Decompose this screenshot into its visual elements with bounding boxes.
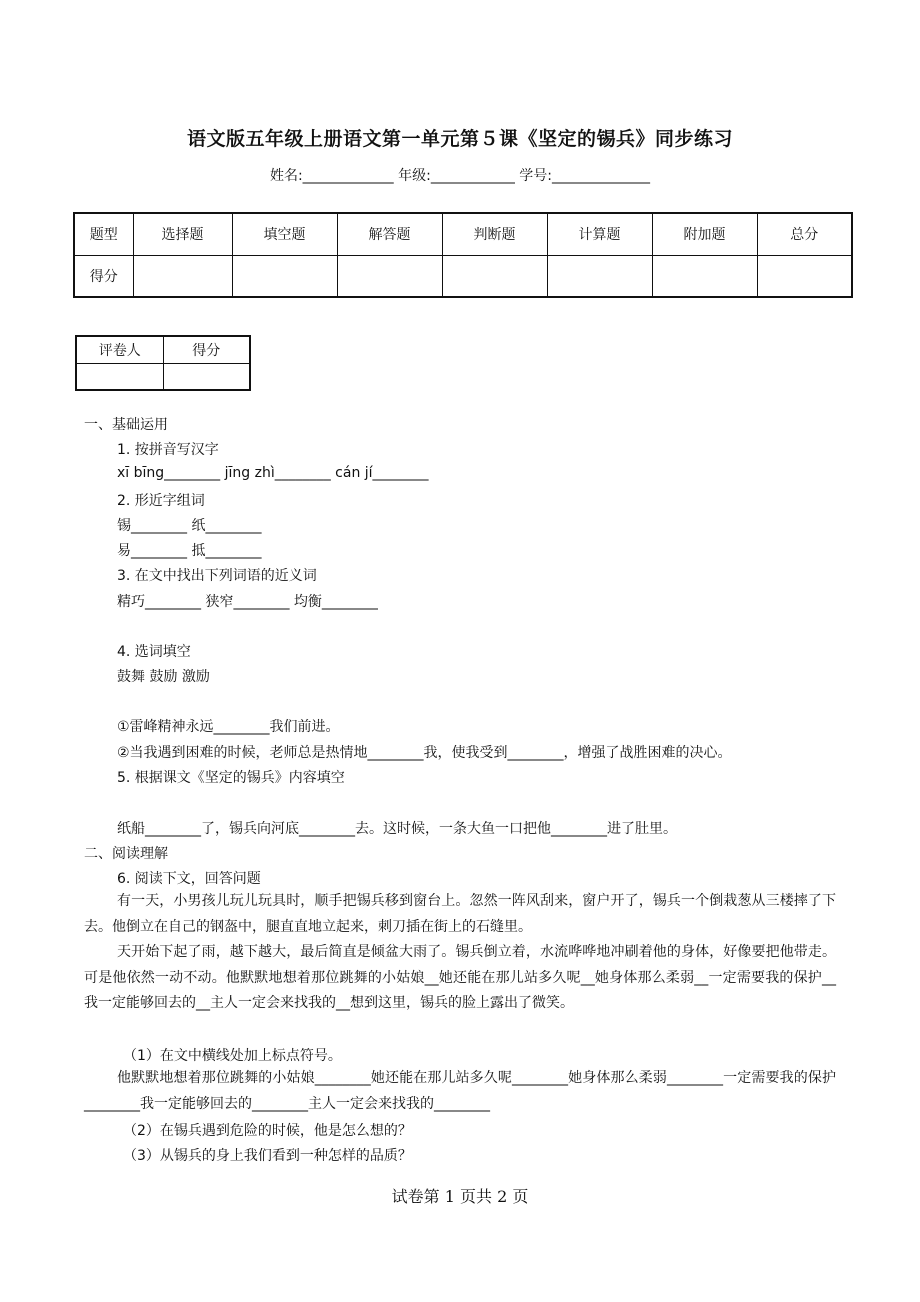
q4-sentence2: ②当我遇到困难的时候，老师总是热情地________我，使我受到________，增强了战胜困难的决心。 [117,745,732,761]
q3-title: 3. 在文中找出下列词语的近义词 [117,568,317,584]
q3-line: 精巧________ 狭窄________ 均衡________ [117,594,378,610]
score-header-cell: 计算题 [547,213,652,255]
q4-title: 4. 选词填空 [117,644,191,660]
passage-paragraph-2: 天开始下起了雨，越下越大，最后简直是倾盆大雨了。锡兵倒立着，水流哗哗地冲刷着他的身体，好像要把他带走。可是他依然一动不动。他默默地想着那位跳舞的小姑娘__她还能在那儿站多久呢__她身体那么柔弱__一定需要我的保护__我一定能够回去的__主人一定会来找我的__想到这里，锡兵的脸上露出了微笑。 [84,944,836,1011]
q4-sentence1: ①雷峰精神永远________我们前进。 [117,719,340,735]
score-header-cell: 题型 [74,213,133,255]
q6-sub1: （1）在文中横线处加上标点符号。 [123,1048,342,1064]
score-cell [652,255,757,297]
reviewer-score-label: 得分 [163,336,250,363]
q2-line1: 锡________ 纸________ [117,518,262,534]
passage-paragraph-1: 有一天，小男孩儿玩儿玩具时，顺手把锡兵移到窗台上。忽然一阵风刮来，窗户开了，锡兵一个倒栽葱从三楼摔了下去。他倒立在自己的钢盔中，腿直直地立起来，刺刀插在街上的石缝里。 [84,893,836,935]
section1-heading: 一、基础运用 [84,417,168,433]
q5-title: 5. 根据课文《坚定的锡兵》内容填空 [117,770,345,786]
reviewer-table [75,335,251,391]
score-cell [133,255,232,297]
q1-title: 1. 按拼音写汉字 [117,442,219,458]
q2-title: 2. 形近字组词 [117,493,205,509]
q6-sub1-text: 他默默地想着那位跳舞的小姑娘________她还能在那儿站多久呢________她身体那么柔弱________一定需要我的保护________我一定能够回去的________主人一定会来找我的________ [84,1070,836,1112]
score-cell [547,255,652,297]
q6-title: 6. 阅读下文，回答问题 [117,871,261,887]
score-row-label: 得分 [74,255,133,297]
score-header-cell: 填空题 [232,213,337,255]
q4-options: 鼓舞 鼓励 激励 [117,669,210,685]
page-footer: 试卷第 1 页共 2 页 [391,1187,529,1206]
reviewer-label: 评卷人 [76,336,163,363]
score-header-cell: 判断题 [442,213,547,255]
q6-sub3: （3）从锡兵的身上我们看到一种怎样的品质？ [123,1148,412,1164]
q5-line: 纸船________了，锡兵向河底________去。这时候，一条大鱼一口把他________进了肚里。 [117,821,677,837]
score-table [73,212,853,298]
section2-heading: 二、阅读理解 [84,846,168,862]
score-cell [442,255,547,297]
q2-line2: 易________ 抵________ [117,543,262,559]
score-header-cell: 附加题 [652,213,757,255]
score-header-cell: 解答题 [337,213,442,255]
score-cell [337,255,442,297]
page-title: 语文版五年级上册语文第一单元第５课《坚定的锡兵》同步练习 [186,128,733,150]
reviewer-score-cell [163,363,250,390]
score-cell [757,255,852,297]
score-header-cell: 总分 [757,213,852,255]
score-header-cell: 选择题 [133,213,232,255]
reviewer-cell [76,363,163,390]
q1-pinyin-line: xī bīng________ jīng zhì________ cán jí________ [117,465,429,481]
student-info-line: 姓名:_____________ 年级:____________ 学号:______________ [269,168,651,184]
score-cell [232,255,337,297]
q6-sub2: （2）在锡兵遇到危险的时候，他是怎么想的？ [123,1123,412,1139]
